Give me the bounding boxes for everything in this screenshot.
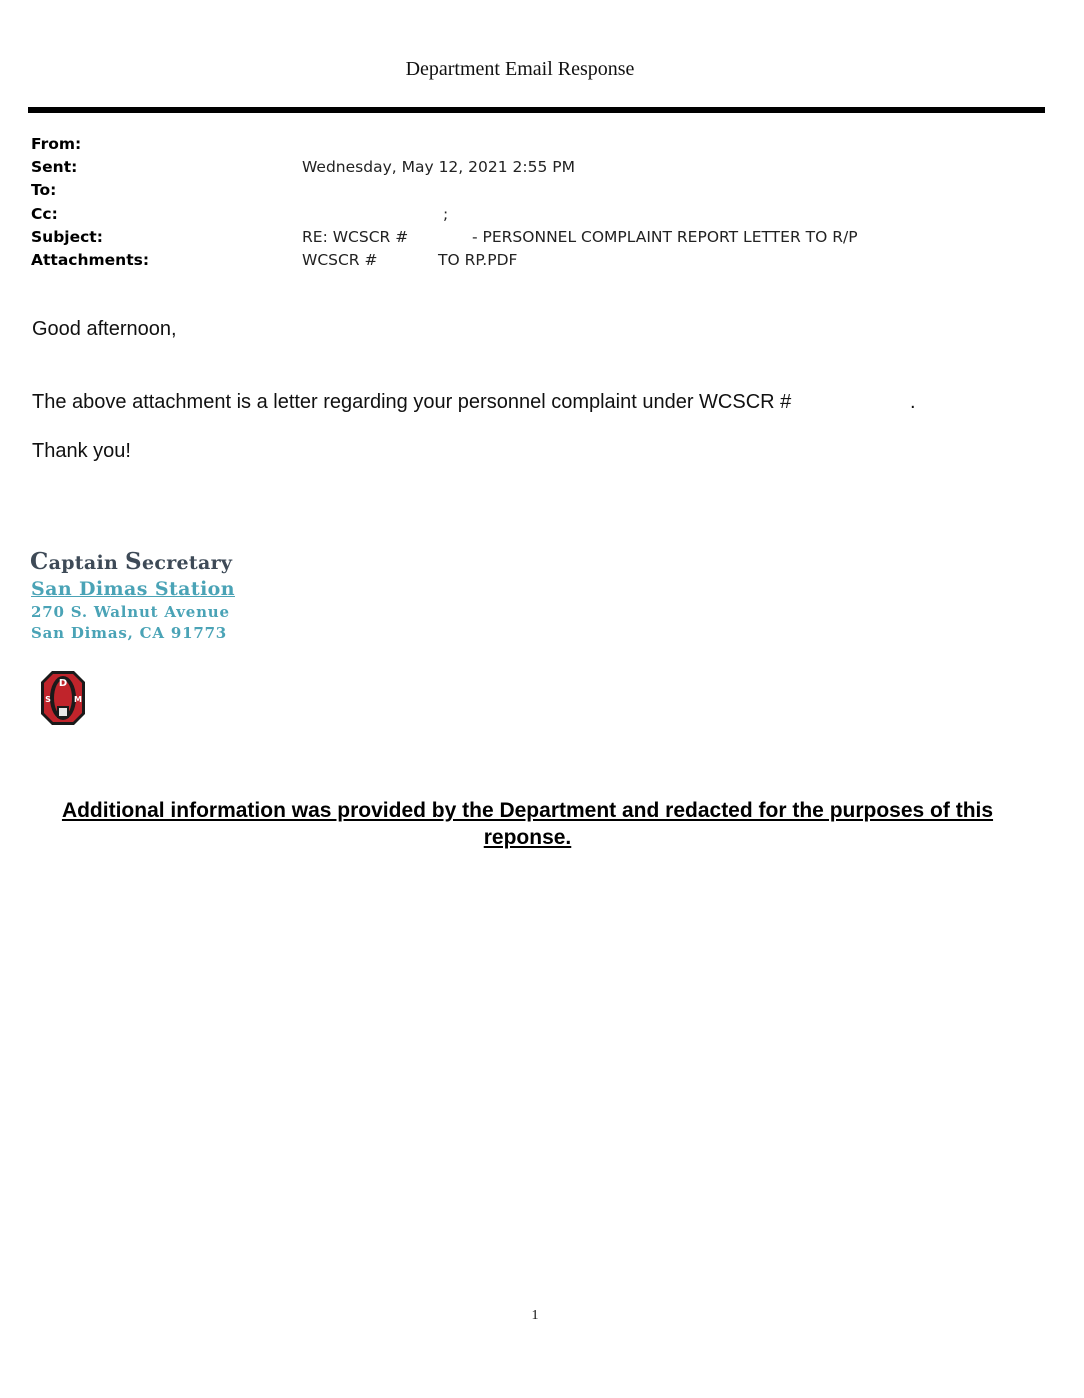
cc-value: ;	[443, 204, 449, 223]
from-label: From:	[31, 135, 82, 153]
header-to-row	[31, 179, 1031, 202]
sent-label: Sent:	[31, 158, 78, 177]
redaction-notice: Additional information was provided by the Department and redacted for the purposes of this reponse.	[61, 799, 994, 849]
name-rest-1: aptain	[48, 552, 126, 574]
name-rest-2: ecretary	[141, 552, 233, 574]
to-label: To:	[31, 181, 57, 200]
header-sent-row	[31, 156, 1031, 179]
subject-prefix: RE: WCSCR #	[302, 227, 409, 246]
subject-label: Subject:	[31, 227, 103, 246]
attachments-label: Attachments:	[31, 250, 150, 269]
message-end: .	[910, 391, 916, 413]
header-attachments-row	[31, 249, 1031, 272]
signature-address-line1: 270 S. Walnut Avenue	[31, 603, 230, 621]
name-initial-c: C	[30, 548, 49, 575]
header-from-row	[31, 133, 1031, 156]
header-cc-row	[31, 203, 1031, 226]
signature-address-line2: San Dimas, CA 91773	[31, 624, 228, 642]
page-title: Department Email Response	[405, 58, 635, 80]
signature-station-link[interactable]: San Dimas Station	[31, 578, 235, 600]
greeting-text: Good afternoon,	[32, 318, 177, 340]
cc-label: Cc:	[31, 204, 58, 223]
header-rule	[28, 107, 1045, 113]
message-text: The above attachment is a letter regarding your personnel complaint under WCSCR #	[32, 391, 792, 413]
page-number: 1	[531, 1308, 539, 1323]
closing-text: Thank you!	[32, 440, 131, 462]
signature-name	[30, 548, 232, 575]
badge-letter-top: D	[58, 678, 68, 689]
badge-letter-left: S	[45, 695, 51, 704]
email-headers	[31, 133, 1031, 272]
badge-letter-right: M	[74, 695, 82, 704]
header-subject-row	[31, 226, 1031, 249]
station-badge-icon	[38, 668, 88, 728]
subject-suffix: - PERSONNEL COMPLAINT REPORT LETTER TO R/P	[472, 227, 858, 246]
attachment-suffix[interactable]: TO RP.PDF	[438, 250, 518, 269]
name-initial-s: S	[125, 548, 142, 575]
sent-value: Wednesday, May 12, 2021 2:55 PM	[302, 158, 575, 177]
attachment-prefix[interactable]: WCSCR #	[302, 250, 378, 269]
